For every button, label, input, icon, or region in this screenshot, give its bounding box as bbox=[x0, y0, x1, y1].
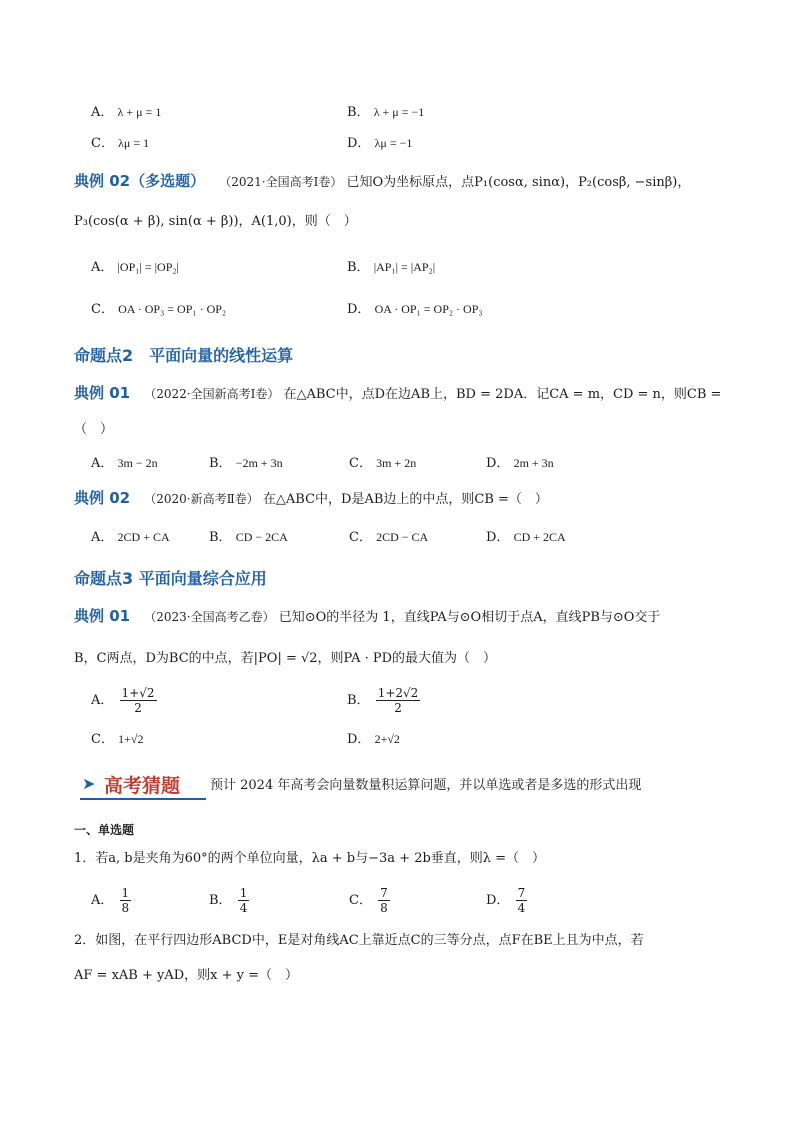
option-label: C． bbox=[349, 456, 372, 471]
option-label: D． bbox=[347, 302, 371, 317]
option-label: D． bbox=[486, 893, 510, 908]
option-label: D． bbox=[347, 732, 371, 747]
option-expr: 2CD − CA bbox=[376, 530, 429, 544]
option-d bbox=[486, 886, 529, 915]
option-label: C． bbox=[91, 732, 114, 747]
example-label: 典例 01 bbox=[74, 384, 131, 402]
question-2-stem: 2．如图，在平行四边形ABCD中，E是对角线AC上靠近点C的三等分点，点F在BE上且为中点，若 bbox=[74, 933, 644, 948]
guess-description: 预计 2024 年高考会向量数量积运算问题，并以单选或者是多选的形式出现 bbox=[210, 778, 642, 793]
fraction bbox=[120, 686, 157, 715]
example-header bbox=[74, 489, 548, 509]
option-label: B． bbox=[347, 105, 370, 120]
option-expr: 2m + 3n bbox=[513, 456, 554, 470]
option-label: C． bbox=[349, 530, 372, 545]
fraction-numerator: 1 bbox=[239, 886, 248, 900]
option-c bbox=[91, 300, 226, 319]
option-b bbox=[209, 886, 251, 915]
option-expr: 3m + 2n bbox=[376, 456, 417, 470]
option-expr: λμ = −1 bbox=[374, 136, 413, 150]
fraction-denominator: 2 bbox=[134, 701, 142, 715]
option-expr: |AP₁| = |AP₂| bbox=[373, 260, 436, 274]
option-a bbox=[91, 528, 170, 547]
option-c bbox=[349, 528, 428, 547]
example-stem-line2: B，C两点，D为BC的中点，若|PO| = √2，则PA · PD的最大值为（ ） bbox=[74, 651, 497, 666]
option-label: B． bbox=[209, 893, 232, 908]
example-source: （2023·全国高考乙卷） bbox=[144, 610, 275, 624]
example-header bbox=[74, 607, 660, 627]
option-c bbox=[91, 730, 143, 749]
option-expr: OA · OP₁ = OP₂ · OP₃ bbox=[374, 302, 483, 316]
example-source: （2022·全国新高考Ⅰ卷） bbox=[144, 387, 280, 401]
guess-heading: 高考猜题 bbox=[104, 775, 181, 797]
example-stem: 已知O为坐标原点，点P₁(cosα, sinα)，P₂(cosβ, −sinβ)， bbox=[346, 175, 691, 190]
option-label: A． bbox=[91, 456, 114, 471]
option-a bbox=[91, 454, 158, 473]
question-1-stem: 1．若a, b是夹角为60°的两个单位向量，λa + b与−3a + 2b垂直，则λ =（ ） bbox=[74, 851, 546, 866]
example-stem: 在△ABC中，点D在边AB上，BD = 2DA．记CA = m，CD = n，则CB = bbox=[283, 387, 722, 402]
fraction-denominator: 2 bbox=[394, 701, 402, 715]
example-label: 典例 02（多选题） bbox=[74, 172, 206, 190]
option-b bbox=[347, 103, 424, 122]
example-stem: 已知⊙O的半径为 1，直线PA与⊙O相切于点A，直线PB与⊙O交于 bbox=[278, 610, 661, 625]
option-c bbox=[91, 134, 149, 153]
fraction-numerator: 1+2√2 bbox=[377, 686, 419, 700]
option-label: C． bbox=[349, 893, 372, 908]
fraction-numerator: 7 bbox=[517, 886, 526, 900]
section-heading: 一、单选题 bbox=[74, 823, 135, 837]
example-header bbox=[74, 172, 690, 192]
option-a bbox=[91, 103, 161, 122]
answer-paren: （ ） bbox=[74, 422, 114, 437]
fraction-denominator: 8 bbox=[121, 901, 130, 915]
option-expr: λμ = 1 bbox=[118, 136, 150, 150]
option-d bbox=[347, 300, 483, 319]
fraction-denominator: 4 bbox=[517, 901, 526, 915]
option-label: A． bbox=[91, 260, 114, 275]
option-b bbox=[347, 686, 422, 715]
option-c bbox=[349, 454, 416, 473]
option-d bbox=[347, 134, 412, 153]
option-label: C． bbox=[91, 136, 114, 151]
option-label: A． bbox=[91, 530, 114, 545]
option-label: C． bbox=[91, 302, 114, 317]
question-2-stem-line2: AF = xAB + yAD，则x + y =（ ） bbox=[74, 968, 299, 983]
option-expr: CD − 2CA bbox=[235, 530, 288, 544]
option-d bbox=[486, 454, 554, 473]
option-b bbox=[209, 454, 283, 473]
option-label: B． bbox=[209, 456, 232, 471]
option-a bbox=[91, 686, 159, 715]
option-b bbox=[209, 528, 288, 547]
option-a bbox=[91, 258, 179, 277]
option-expr: 3m − 2n bbox=[117, 456, 158, 470]
option-expr: 1+√2 bbox=[118, 732, 144, 746]
example-source: （2021·全国高考Ⅰ卷） bbox=[219, 175, 343, 189]
option-label: D． bbox=[486, 530, 510, 545]
option-b bbox=[347, 258, 435, 277]
option-d bbox=[347, 730, 400, 749]
example-label: 典例 01 bbox=[74, 607, 131, 625]
example-header bbox=[74, 384, 721, 404]
option-label: B． bbox=[209, 530, 232, 545]
arrow-icon: ➤ bbox=[82, 774, 96, 793]
option-expr: −2m + 3n bbox=[235, 456, 283, 470]
option-expr: 2CD + CA bbox=[117, 530, 170, 544]
option-expr: OA · OP₃ = OP₁ · OP₂ bbox=[118, 302, 227, 316]
heading-underline bbox=[80, 798, 206, 800]
fraction-numerator: 1 bbox=[121, 886, 130, 900]
fraction bbox=[378, 886, 390, 915]
option-expr: λ + μ = −1 bbox=[373, 105, 425, 119]
example-stem: 在△ABC中，D是AB边上的中点，则CB =（ ） bbox=[262, 492, 548, 507]
option-c bbox=[349, 886, 392, 915]
option-expr: λ + μ = 1 bbox=[117, 105, 162, 119]
fraction-denominator: 4 bbox=[239, 901, 248, 915]
fraction bbox=[120, 886, 132, 915]
option-a bbox=[91, 886, 133, 915]
fraction bbox=[238, 886, 250, 915]
fraction-numerator: 7 bbox=[380, 886, 388, 900]
example-stem-line2: P₃(cos(α + β), sin(α + β))，A(1,0)，则（ ） bbox=[74, 214, 357, 229]
topic-heading: 命题点3 平面向量综合应用 bbox=[74, 569, 267, 588]
option-expr: |OP₁| = |OP₂| bbox=[117, 260, 179, 274]
fraction-numerator: 1+√2 bbox=[121, 686, 155, 700]
example-source: （2020·新高考Ⅱ卷） bbox=[144, 492, 259, 506]
fraction bbox=[516, 886, 528, 915]
option-label: A． bbox=[91, 693, 114, 708]
fraction-denominator: 8 bbox=[380, 901, 388, 915]
option-label: B． bbox=[347, 693, 370, 708]
option-label: A． bbox=[91, 105, 114, 120]
fraction bbox=[376, 686, 421, 715]
option-d bbox=[486, 528, 566, 547]
option-label: D． bbox=[347, 136, 371, 151]
option-label: D． bbox=[486, 456, 510, 471]
option-label: B． bbox=[347, 260, 370, 275]
topic-heading: 命题点2 平面向量的线性运算 bbox=[74, 346, 294, 365]
option-label: A． bbox=[91, 893, 114, 908]
option-expr: CD + 2CA bbox=[513, 530, 566, 544]
example-label: 典例 02 bbox=[74, 489, 131, 507]
option-expr: 2+√2 bbox=[374, 732, 400, 746]
